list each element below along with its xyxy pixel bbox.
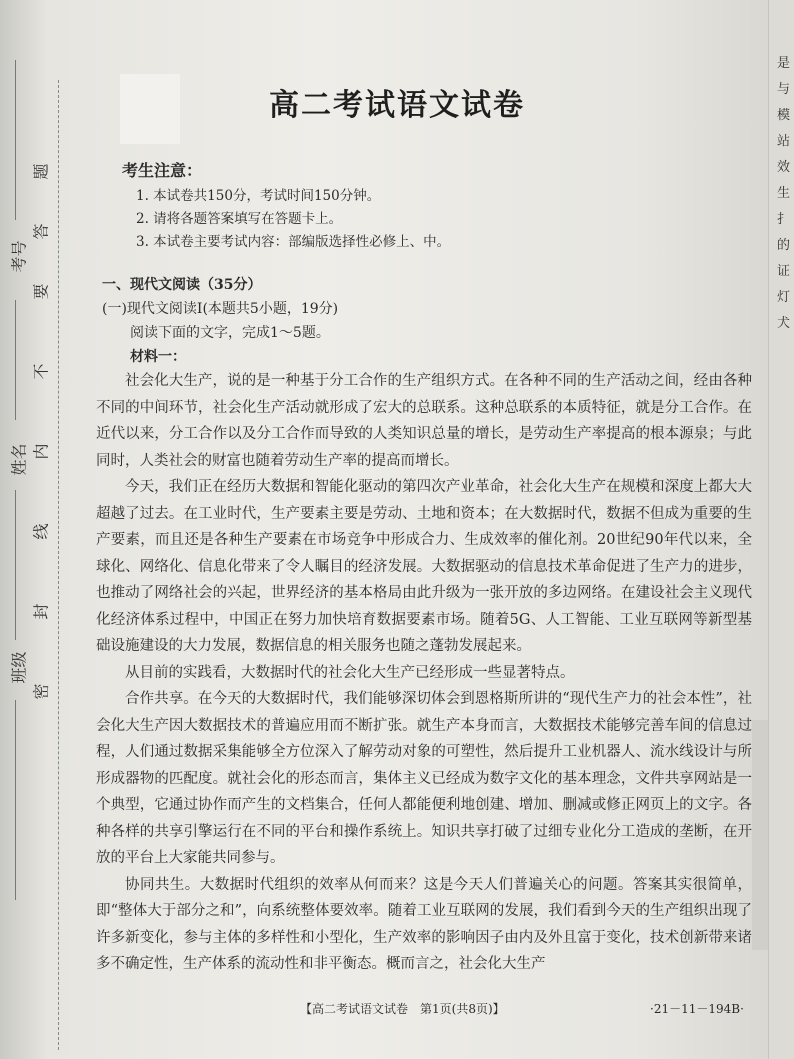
paragraph: 协同共生。大数据时代组织的效率从何而来？这是今天人们普遍关心的问题。答案其实很简单，即“整体大于部分之和”，向系统整体要效率。随着工业互联网的发展，我们看到今天的生产组织出现了许多新变化，参与主体的多样性和小型化，生产效率的影响因子由内及外且富于变化，技术创新带来诸多不确定性，生产体系的流动性和非平衡态。概而言之，社会化大生产 xyxy=(96,876,752,972)
notice-item: 2. 请将各题答案填写在答题卡上。 xyxy=(136,211,343,227)
next-page-char: 与 xyxy=(777,82,791,97)
paragraph: 社会化大生产，说的是一种基于分工合作的生产组织方式。在各种不同的生产活动之间，经由各种不同的中间环节，社会化生产活动就形成了宏大的总联系。这种总联系的本质特征，就是分工合作。在近代以来，分工合作以及分工合作而导致的人类知识总量的增长，是劳动生产率提高的根本源泉；与此同时，人类社会的财富也随着劳动生产率的提高而增长。 xyxy=(96,373,752,469)
reading-passage xyxy=(96,368,752,978)
name-label: 姓名 xyxy=(9,443,29,476)
next-page-char: 扌 xyxy=(777,212,791,227)
seal-char: 要 xyxy=(31,283,51,300)
next-page-char: 模 xyxy=(777,108,791,123)
paragraph: 今天，我们正在经历大数据和智能化驱动的第四次产业革命，社会化大生产在规模和深度上都大大超越了过去。在工业时代，生产要素主要是劳动、土地和资本；在大数据时代，数据不但成为重要的生产要素，而且还是各种生产要素在市场竞争中形成合力、生成效率的催化剂。20世纪90年代以来，全球化、网络化、信息化带来了令人瞩目的经济发展。大数据驱动的信息技术革命促进了生产力的进步，也推动了网络社会的兴起，世界经济的基本格局由此升级为一张开放的多边网络。在建设社会主义现代化经济体系过程中，中国正在努力加快培育数据要素市场。随着5G、人工智能、工业互联网等新型基础设施建设的大力发展，数据信息的相关服务也随之蓬勃发展起来。 xyxy=(96,479,752,654)
paragraph: 从目前的实践看，大数据时代的社会化大生产已经形成一些显著特点。 xyxy=(125,664,575,681)
seal-char: 封 xyxy=(31,603,51,620)
next-page-char: 犬 xyxy=(777,316,791,331)
next-page-char: 是 xyxy=(777,56,791,71)
notice-heading: 考生注意： xyxy=(122,161,203,180)
binding-margin xyxy=(0,0,70,1059)
seal-char: 题 xyxy=(31,163,51,180)
seal-char: 内 xyxy=(31,443,51,460)
next-page-char: 证 xyxy=(777,264,791,279)
next-page-char: 效 xyxy=(777,160,791,175)
page-footer: 【高二考试语文试卷 第1页(共8页)】 xyxy=(300,1002,505,1016)
next-page-edge xyxy=(768,0,794,1059)
next-page-char: 生 xyxy=(777,186,791,201)
notice-item: 1. 本试卷共150分，考试时间150分钟。 xyxy=(136,188,381,204)
name-underline-top xyxy=(15,300,16,420)
class-label: 班级 xyxy=(9,651,29,684)
seal-char: 线 xyxy=(31,523,51,540)
seal-dashed-line xyxy=(58,80,59,1050)
next-page-char: 灯 xyxy=(777,290,791,305)
section-heading: 一、现代文阅读（35分） xyxy=(102,277,262,293)
exam-title: 高二考试语文试卷 xyxy=(269,88,525,123)
next-page-char: 的 xyxy=(777,238,791,253)
name-underline xyxy=(15,490,16,640)
candidate-notice xyxy=(122,158,450,254)
instruction: 阅读下面的文字，完成1～5题。 xyxy=(130,325,330,341)
seal-char: 不 xyxy=(31,363,51,380)
paper-code: ·21－11－194B· xyxy=(650,1002,744,1016)
notice-item: 3. 本试卷主要考试内容：部编版选择性必修上、中。 xyxy=(136,234,451,250)
seal-char: 密 xyxy=(31,683,51,700)
next-page-char: 站 xyxy=(777,134,791,149)
material-label: 材料一： xyxy=(130,349,186,365)
exam-no-label: 考号 xyxy=(9,240,29,273)
subsection-heading: (一)现代文阅读Ⅰ(本题共5小题，19分) xyxy=(102,301,339,317)
class-underline xyxy=(15,700,16,900)
paragraph: 合作共享。在今天的大数据时代，我们能够深切体会到恩格斯所讲的“现代生产力的社会本性”，社会化大生产因大数据技术的普遍应用而不断扩张。就生产本身而言，大数据技术能够完善车间的信息过程，人们通过数据采集能够全方位深入了解劳动对象的可塑性，然后提升工业机器人、流水线设计与所形成器物的匹配度。就社会化的形态而言，集体主义已经成为数字文化的基本理念，文件共享网站是一个典型，它通过协作而产生的文档集合，任何人都能便利地创建、增加、删减或修正网页上的文字。各种各样的共享引擎运行在不同的平台和操作系统上。知识共享打破了过细专业化分工造成的垄断，在开放的平台上大家能共同参与。 xyxy=(96,691,752,866)
seal-char: 答 xyxy=(31,223,51,240)
